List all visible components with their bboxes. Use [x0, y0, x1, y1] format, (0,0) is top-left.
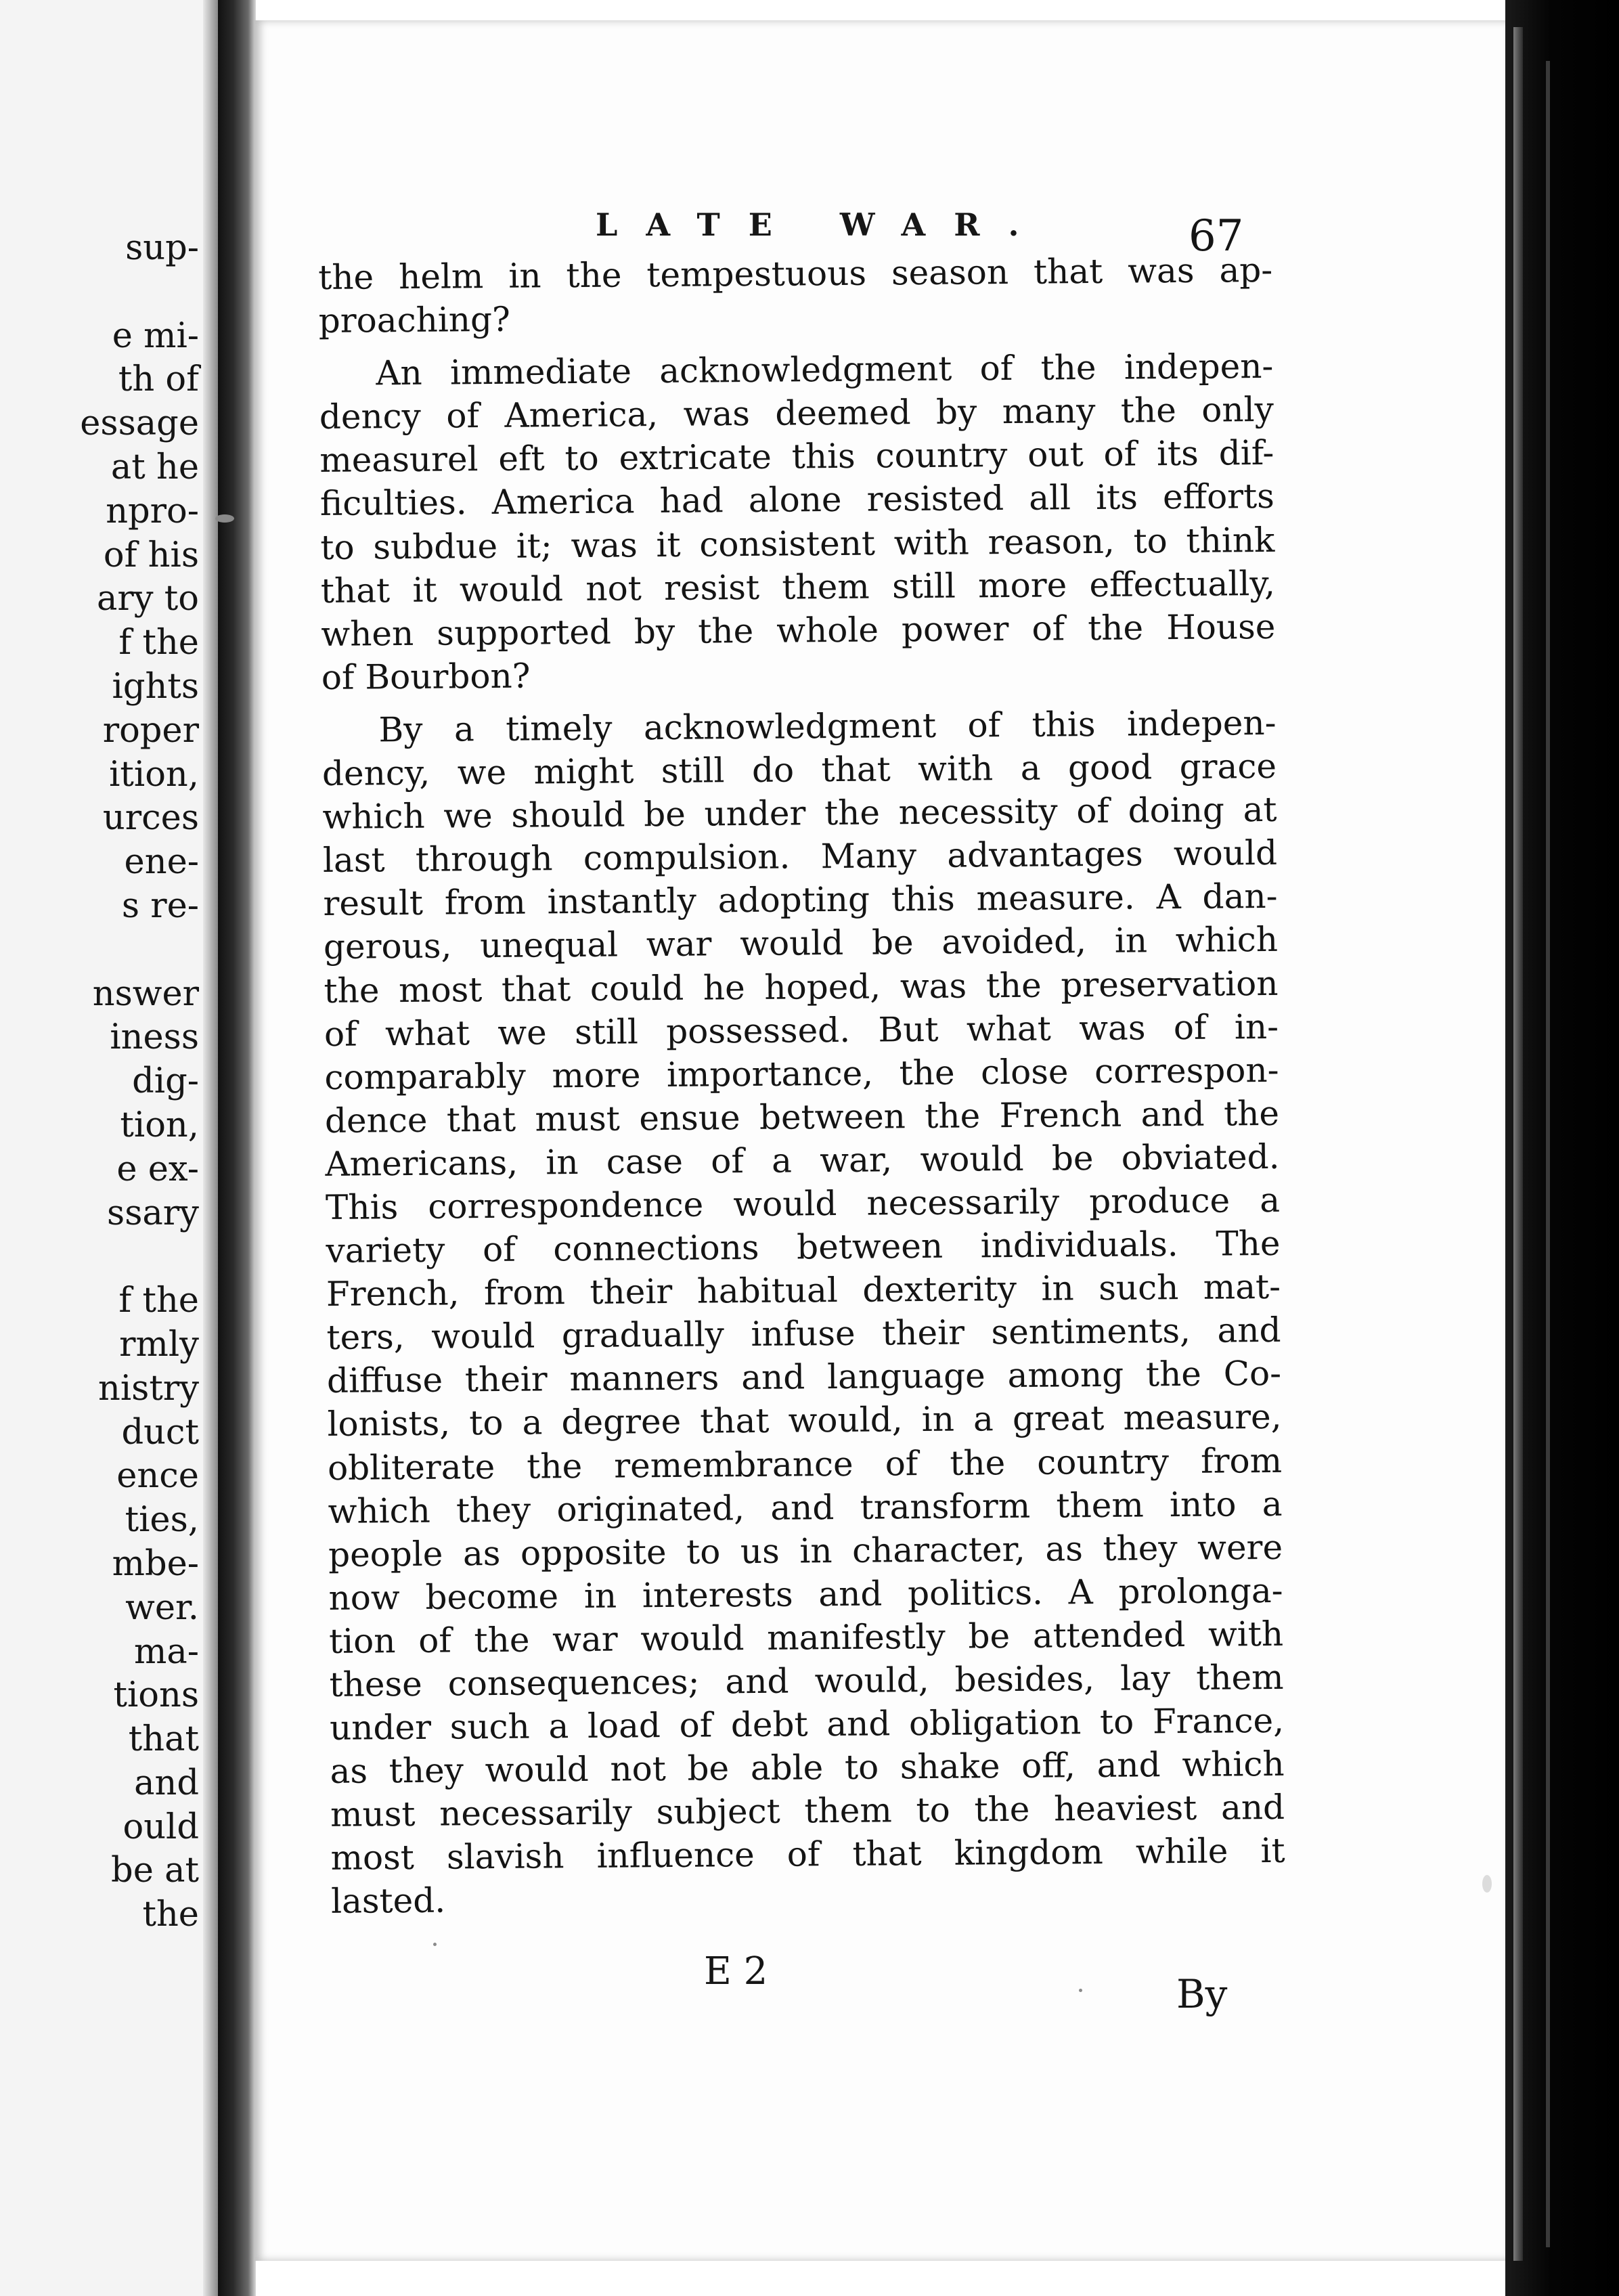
text-line: the helm in the tempestuous season that was ap- — [318, 250, 1273, 297]
text-line: which they originated, and transform them into a — [328, 1484, 1283, 1531]
left-page-line: f the — [118, 1281, 199, 1321]
text-line: result from instantly adopting this measure. A dan- — [323, 877, 1278, 924]
left-page-line: ence — [116, 1456, 199, 1497]
left-page-line: that — [128, 1719, 199, 1760]
text-line: of Bourbon? — [321, 656, 531, 697]
text-line: ters, would gradually infuse their sentiments, and — [326, 1310, 1281, 1358]
text-line: proaching? — [318, 299, 511, 341]
paper-speck — [215, 514, 234, 523]
text-line: diffuse their manners and language among the Co- — [326, 1354, 1282, 1401]
running-head: LATE WAR. — [596, 206, 1048, 243]
left-page-line: npro- — [106, 491, 199, 531]
left-page-line: tions — [113, 1675, 199, 1716]
text-line: measurel eft to extricate this country out of its dif- — [319, 433, 1274, 481]
left-page-line: f the — [118, 623, 199, 663]
left-page-edge — [203, 0, 218, 2296]
left-page-text — [80, 227, 199, 1937]
paper-speck — [1079, 1989, 1082, 1992]
left-page-fragment — [0, 0, 218, 2296]
left-page-line — [80, 1235, 199, 1279]
text-line: ficulties. America had alone resisted all its efforts — [319, 477, 1275, 524]
text-line: French, from their habitual dexterity in such mat- — [326, 1267, 1281, 1315]
text-line: This correspondence would necessarily produce a — [325, 1180, 1281, 1227]
left-page-line: ssary — [107, 1193, 199, 1233]
body-text — [318, 248, 1285, 1924]
text-line: comparably more importance, the close correspon- — [324, 1050, 1279, 1097]
text-line: dency of America, was deemed by many the only — [319, 390, 1274, 437]
left-page-line: wer. — [125, 1587, 199, 1628]
left-page-line: iness — [110, 1017, 199, 1058]
text-line: variety of connections between individuals. The — [326, 1223, 1281, 1271]
text-line: when supported by the whole power of the House — [321, 606, 1276, 654]
text-line: tion of the war would manifestly be attended with — [328, 1614, 1284, 1661]
text-line: now become in interests and politics. A prolonga- — [328, 1570, 1283, 1618]
left-page-line: e mi- — [112, 315, 199, 356]
left-page-line: ary to — [96, 579, 199, 619]
left-page-line: dig- — [132, 1061, 199, 1102]
page-number: 67 — [1189, 211, 1244, 261]
left-page-line: ition, — [109, 754, 199, 795]
text-line: that it would not resist them still more effectually, — [320, 563, 1276, 611]
left-page-line: tion, — [120, 1105, 199, 1145]
text-line: of what we still possessed. But what was of in- — [324, 1007, 1279, 1054]
left-page-line: ould — [123, 1807, 199, 1847]
text-line: as they would not be able to shake off, and which — [330, 1744, 1285, 1792]
text-line: the most that could he hoped, was the preservation — [324, 963, 1279, 1011]
left-page-line: essage — [80, 403, 199, 444]
paper-speck — [433, 1943, 437, 1946]
left-page-line: the — [142, 1895, 199, 1935]
left-page-line: at he — [110, 447, 199, 487]
text-line: dency, we might still do that with a good grace — [321, 746, 1277, 794]
signature-mark: E 2 — [704, 1949, 768, 1993]
left-page-line: roper — [102, 710, 199, 751]
left-page-line: be at — [111, 1851, 199, 1891]
text-line: must necessarily subject them to the heaviest and — [330, 1788, 1285, 1835]
page-edge-sheet — [1513, 27, 1523, 2261]
left-page-line: th of — [118, 359, 199, 400]
left-page-line — [80, 929, 199, 973]
left-page-line: and — [134, 1763, 199, 1803]
text-line: obliterate the remembrance of the country from — [327, 1440, 1283, 1488]
text-line: last through compulsion. Many advantages would — [322, 833, 1278, 881]
catchword: By — [1176, 1971, 1228, 2017]
text-line: these consequences; and would, besides, lay them — [329, 1657, 1284, 1704]
text-line: dence that must ensue between the French and the — [324, 1093, 1280, 1141]
text-line: most slavish influence of that kingdom while it — [330, 1831, 1285, 1878]
left-page-line: ene- — [124, 842, 199, 883]
text-line: which we should be under the necessity of doing at — [322, 790, 1277, 837]
left-page-line: sup- — [125, 228, 199, 268]
text-line: to subdue it; was it consistent with reason, to think — [320, 520, 1275, 567]
left-page-line: s re- — [121, 885, 199, 926]
text-line: An immediate acknowledgment of the indepen- — [376, 347, 1274, 393]
left-page-line: of his — [103, 535, 199, 575]
page-stack-edge — [1505, 0, 1619, 2296]
left-page-line: ights — [112, 666, 199, 707]
page-edge-sheet — [1546, 61, 1550, 2247]
left-page-line: duct — [121, 1412, 199, 1453]
left-page-line: ma- — [134, 1631, 199, 1672]
left-page-line — [80, 271, 199, 315]
left-page-line: urces — [102, 798, 199, 839]
text-line: By a timely acknowledgment of this indepen- — [378, 703, 1277, 750]
text-line: under such a load of debt and obligation to France, — [329, 1700, 1285, 1748]
text-line: Americans, in case of a war, would be obviated. — [325, 1136, 1280, 1184]
left-page-line: e ex- — [116, 1149, 199, 1189]
left-page-line: rmly — [119, 1324, 199, 1365]
text-line: lonists, to a degree that would, in a great measure, — [327, 1397, 1282, 1444]
left-page-line: nistry — [97, 1368, 199, 1409]
left-page-line: ties, — [125, 1500, 199, 1541]
left-page-line: nswer — [92, 973, 199, 1014]
text-line: people as opposite to us in character, as they were — [328, 1527, 1283, 1574]
text-line: gerous, unequal war would be avoided, in which — [323, 920, 1279, 967]
left-page-line: mbe- — [112, 1543, 199, 1584]
paper-speck — [1482, 1875, 1492, 1893]
book-gutter — [218, 0, 256, 2296]
text-line: lasted. — [330, 1881, 446, 1922]
